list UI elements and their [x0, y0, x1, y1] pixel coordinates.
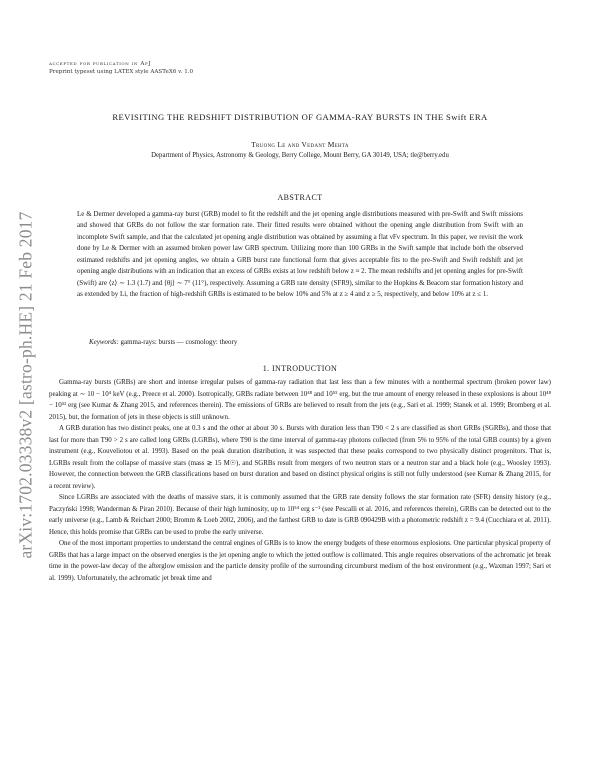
- paper-authors: Truong Le and Vedant Mehta: [251, 140, 349, 149]
- abstract-body: [77, 209, 523, 301]
- paper-title: REVISITING THE REDSHIFT DISTRIBUTION OF GAMMA-RAY BURSTS IN THE Swift ERA: [112, 112, 488, 122]
- abstract-text: Le & Dermer developed a gamma-ray burst (GRB) model to fit the redshift and the jet opening angle distributions measured with pre-Swift and Swift missions and showed that GRBs do not follow the star formation rate. Their fitted results were obtained without the opening angle distribution from Swift with an incomplete Swift sample, and that the calculated jet opening angle distribution was obtained by assuming a flat νFν spectrum. In this paper, we revisit the work done by Le & Dermer with an assumed broken power law GRB spectrum. Utilizing more than 100 GRBs in the Swift sample that include both the observed estimated redshifts and jet opening angles, we obtain a GRB burst rate functional form that gives acceptable fits to the pre-Swift and Swift redshift and jet opening angle distributions with an indication that an excess of GRBs exists at low redshift below z ≈ 2. The mean redshifts and jet opening angles for pre-Swift (Swift) are ⟨z⟩ ∼ 1.3 (1.7) and ⟨θj⟩ ∼ 7° (11°), respectively. Assuming a GRB rate density (SFR9), similar to the Hopkins & Beacom star formation history and as extended by Li, the fraction of high-redshift GRBs is estimated to be below 10% and 5% at z ≥ 4 and z ≥ 5, respectively, and below 10% at z ≤ 1.: [77, 210, 523, 299]
- preprint-notice: [49, 60, 193, 76]
- author-affiliation: Department of Physics, Astronomy & Geology, Berry College, Mount Berry, GA 30149, USA; tle@berry.edu: [151, 152, 449, 159]
- intro-paragraph-3: Since LGRBs are associated with the deaths of massive stars, it is commonly assumed that the GRB rate density follows the star formation rate (SFR) density history (e.g., Paczyński 1998; Wanderman & Piran 2010). Because of their high luminosity, up to 10⁵⁴ erg s⁻¹ (see Pescalli et al. 2016, and references therein), GRBs can be detected out to the early universe (e.g., Lamb & Reichart 2000; Bromm & Loeb 2002, 2006), and the farthest GRB to date is GRB 090429B with a photometric redshift z = 9.4 (Cucchiara et al. 2011). Hence, this holds promise that GRBs can be used to probe the early universe.: [49, 493, 551, 536]
- keywords-text: gamma-rays: bursts — cosmology: theory: [120, 338, 238, 346]
- introduction-body: [49, 377, 551, 584]
- acceptance-note: accepted for publication in ApJ: [49, 61, 152, 67]
- arxiv-id-text: arXiv:1702.03338v2 [astro-ph.HE] 21 Feb 2017: [15, 211, 36, 559]
- intro-paragraph-1: Gamma-ray bursts (GRBs) are short and intense irregular pulses of gamma-ray radiation that last less than a few minutes with a nonthermal spectrum (broken power law) peaking at ∼ 10 − 10⁴ keV (e.g., Preece et al. 2000). Isotropically, GRBs radiate between 10⁴⁸ and 10⁵⁵ erg, but the true amount of energy released in these explosions is about 10⁴⁸ − 10⁵² erg (see Kumar & Zhang 2015, and references therein). The emissions of GRBs are believed to result from the jets (e.g., Sari et al. 1999; Stanek et al. 1999; Bromberg et al. 2015), but, the formation of jets in these objects is still unknown.: [49, 378, 551, 421]
- typeset-note: Preprint typeset using LATEX style AASTeX6 v. 1.0: [49, 69, 194, 75]
- keywords-line: [89, 338, 519, 346]
- keywords-label: Keywords:: [89, 338, 119, 346]
- intro-paragraph-2: A GRB duration has two distinct peaks, one at 0.3 s and the other at about 30 s. Bursts with duration less than T90 < 2 s are classified as short GRBs (SGRBs), and those that last for more than T90 > 2 s are called long GRBs (LGRBs), where T90 is the time interval of gamma-ray photons collected (from 5% to 95% of the total GRB counts) by a given instrument (e.g., Kouveliotou et al. 1993). Based on the peak duration distribution, it was suspected that these peaks correspond to two physically distinct progenitors. That is, LGRBs result from the collapse of massive stars (mass ≳ 15 M☉), and SGRBs result from mergers of two neutron stars or a neutron star and a black hole (e.g., Woosley 1993). However, the connection between the GRB classifications based on burst duration and based on distinct physical origins is still not fully understood (see Kumar & Zhang 2015, for a recent review).: [49, 424, 551, 490]
- arxiv-identifier-stamp: [8, 180, 44, 590]
- intro-paragraph-4: One of the most important properties to understand the central engines of GRBs is to know the energy budgets of these enormous explosions. One particular physical property of GRBs that has a large impact on the observed energies is the jet opening angle to which the jetted outflow is collimated. This angle requires observations of the achromatic jet break time in the power-law decay of the afterglow emission and the particle density profile of the surrounding circumburst medium of the host environment (e.g., Waxman 1997; Sari et al. 1999). Unfortunately, the achromatic jet break time and: [49, 539, 551, 582]
- introduction-heading: 1. INTRODUCTION: [262, 364, 338, 373]
- abstract-heading: ABSTRACT: [277, 193, 323, 202]
